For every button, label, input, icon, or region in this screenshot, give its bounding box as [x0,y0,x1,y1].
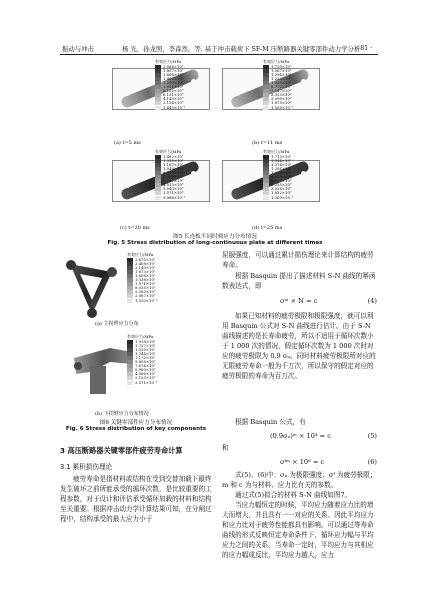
legend-value: 3.599×10⁰ [271,96,292,102]
legend-value: 8.122×10⁰ [163,88,184,94]
legend-value: 5.980×10⁰ [135,367,156,373]
figure-6-title-en: Fig. 6 Stress distribution of key components [65,426,207,432]
legend-value: 7.047×10⁰ [271,88,292,94]
stress-legend-c [155,150,185,200]
legend-swatch [155,106,161,110]
stress-legend-a [155,60,185,110]
legend-value: 2.408×10¹ [135,261,156,267]
legend-value: 1.011×10¹ [163,84,184,90]
legend-value: 1.645×10⁻¹ [163,104,186,110]
legend-value: 1.544×10¹ [271,158,292,164]
equation-6-number: (6) [367,458,377,466]
right-paragraph-6: 通过式(5)拟合的材料 S-N 曲线如图7。 [235,491,352,499]
equation-5-number: (5) [367,432,377,440]
stress-legend-d [263,150,293,200]
legend-value: 1.222×10¹ [271,76,292,82]
legend-value: 1.338×10¹ [135,277,156,283]
right-paragraph-4: 根据 Basquin 公式，有 [235,418,306,426]
section-3-heading: 3 高压断路器关键零部件疲劳寿命计算 [60,446,183,455]
and-word: 和 [222,444,229,452]
legend-value: 1.668×10¹ [163,72,184,78]
legend-value: 2.153×10⁰ [135,375,156,381]
legend-value: 1.034×10¹ [271,170,292,176]
caption-5c: (c) t=20 ms [120,225,150,231]
legend-value: 2.154×10⁰ [163,100,184,106]
legend-value: 1.509×10⁻¹ [271,104,294,110]
legend-value: 3.534×10⁰ [271,186,292,192]
legend-value: 1.875×10⁰ [271,100,292,106]
legend-value: 1.807×10¹ [163,68,184,74]
right-paragraph-3: 如果已知材料的疲劳极限和极限强度，就可以利用 Basquin 公式对 S-N 曲线进行估计。由于 S-N 曲线描述的是长寿命疲劳，所以不适用于循环次数小于 1 000 次的情况，假定循环次数为 1 000 次时对应的疲劳极限为 0.9 σᵤ。同时材料疲劳极限所对应的无限疲劳寿命一般为千万次，所以保守的假定对应的疲劳极限的寿命为百万次。 [222,312,376,380]
legend-value: 1.715×10¹ [271,154,292,160]
legend-value: 2.687×10⁰ [135,293,156,299]
legend-value: 6.131×10⁰ [163,92,184,98]
legend-value: 7.874×10⁰ [135,363,156,369]
legend-value: 9.808×10⁰ [135,359,156,365]
caption-5a: (a) t=5 ms [114,140,141,146]
legend-header: 有效应力/MPa [263,59,290,64]
legend-swatch [263,196,269,200]
caption-6b: (b) 下拐臂应力分布情况 [95,411,149,417]
equation-6-body: σᶠᵐ × 10⁶ = c [280,458,325,466]
lower-crank-arm-image [70,340,135,400]
legend-value: 1.335×10¹ [163,158,184,164]
legend-value: 1.535×10¹ [135,347,156,353]
legend-value: 1.739×10¹ [271,64,292,70]
legend-value: 1.727×10¹ [135,343,156,349]
legend-swatch [263,106,269,110]
legend-value: 1.309×10⁻¹ [271,194,294,200]
stress-legend-6a [127,253,157,303]
legend-row [127,299,157,303]
legend-value: 2.371×10⁻¹ [135,379,158,385]
section-3-1-heading: 3.1 累积损伤理论 [60,463,113,471]
legend-header: 有效应力/MPa [127,252,154,257]
figure-5-title-cn: 图5 长连板不同时刻应力分布情况 [173,234,257,240]
legend-value: 2.140×10¹ [135,265,156,271]
caption-5b: (b) t=11 ms [252,140,283,146]
equation-4-body: σᵐ × N = c [280,297,318,305]
equation-5-body: (0.9σᵤ)ᵐ × 10³ = c [270,432,331,440]
legend-value: 9.966×10⁻² [163,194,186,200]
legend-value: 4.143×10⁰ [163,96,184,102]
legend-swatch [155,196,161,200]
legend-value: 1.409×10¹ [163,76,184,82]
running-header [0,0,427,58]
legend-value: 1.374×10¹ [271,162,292,168]
legend-row [155,196,185,200]
header-rule [60,54,378,55]
legend-value: 1.320×10⁻² [135,297,158,303]
legend-header: 有效应力/MPa [127,334,154,339]
legend-row [263,196,293,200]
stress-legend-b [263,60,293,110]
figure-5-title-en: Fig. 5 Stress distribution of long-continuous plate at different times [107,240,323,246]
right-paragraph-5: 式(5)、(6)中：σᵤ 为极限强度；σᶠ 为疲劳极限；m 和 c 为与材料、应力比有关的参数。 [222,471,377,489]
right-paragraph-1: 屈服强度，可以通过累计损伤理论来计算结构的疲劳寿命。 [222,251,374,269]
legend-value: 1.187×10¹ [163,162,184,168]
legend-value: 8.772×10⁰ [271,84,292,90]
caption-6a: (a) 主拐臂应力分布 [95,321,139,327]
legend-value: 1.918×10¹ [135,339,156,345]
legend-header: 有效应力/MPa [263,149,290,154]
legend-header: 有效应力/MPa [155,149,182,154]
article-citation: 杨 光，孙龙照，李森然，等. 基于冲击载荷下 SF-M 压断路器关键零部件动力学分析 [122,45,361,53]
legend-value: 5.987×10⁰ [163,178,184,184]
legend-value: 1.210×10¹ [163,80,184,86]
caption-5d: (d) t=25 ms [252,225,283,231]
legend-value: 1.606×10¹ [135,273,156,279]
stress-legend-6b [127,335,157,385]
equation-4-number: (4) [367,297,377,305]
legend-value: 5.323×10⁰ [271,92,292,98]
figure-6-title-cn: 图6 关键零部件应力分布情况 [99,420,173,426]
legend-value: 2.675×10¹ [135,257,156,263]
legend-row [263,106,293,110]
journal-name: 振动与冲击 [62,45,94,53]
section-3-1-paragraph: 疲劳寿命是指材料或结构在受到交替加载下最终发生破坏之前所能承受的循环次数，是比较重要的工程参数，对于设计和评估承受循环加载的材料和结构至关重要。根据冲击动力学计算结果可知，在分闸过程中，结构承受的最大应力小于 [60,475,212,523]
legend-row [127,381,157,385]
legend-value: 8.930×10⁰ [163,170,184,176]
main-crank-arm-image [62,258,120,318]
legend-value: 1.172×10¹ [135,355,156,361]
legend-value: 5.363×10⁰ [135,289,156,295]
legend-value: 4.066×10⁰ [135,371,156,377]
legend-value: 8.035×10⁰ [135,285,156,291]
legend-value: 1.050×10¹ [271,80,292,86]
legend-value: 4.515×10⁰ [163,182,184,188]
legend-row [155,106,185,110]
legend-value: 1.571×10⁰ [163,190,184,196]
legend-value: 1.040×10¹ [163,166,184,172]
legend-value: 1.567×10¹ [271,68,292,74]
legend-value: 1.394×10¹ [271,72,292,78]
right-paragraph-2: 根据 Basquin 提出了描述材料 S-N 曲线的幂函数表达式，即 [222,272,376,290]
legend-swatch [127,299,133,303]
legend-header: 有效应力/MPa [155,59,182,64]
legend-value: 7.458×10⁰ [163,174,184,180]
legend-value: 8.638×10⁰ [271,174,292,180]
legend-value: 1.204×10¹ [271,166,292,172]
legend-value: 1.873×10¹ [135,269,156,275]
legend-value: 1.344×10¹ [135,351,156,357]
legend-value: 5.235×10⁰ [271,182,292,188]
legend-value: 1.071×10¹ [135,281,156,287]
legend-value: 6.937×10⁰ [271,178,292,184]
legend-value: 2.066×10¹ [163,64,184,70]
legend-swatch [127,381,133,385]
legend-value: 1.832×10⁰ [271,190,292,196]
page-number: · 81 · [356,44,373,52]
legend-value: 1.482×10¹ [163,154,184,160]
right-paragraph-7: 当应力幅恒定的时候，平均应力随着应力比的增大而增大，并且具有一一对应的关系。因此平均应力和应力比对于疲劳性能都具有影响。可以通过等寿命曲线的形式反映恒定寿命条件下，循环应力幅与平均应力之间的关系。当寿命一定时，平均应力与其相应的应力幅成反比，平均应力越大，应力 [222,501,374,559]
legend-value: 3.043×10⁰ [163,186,184,192]
